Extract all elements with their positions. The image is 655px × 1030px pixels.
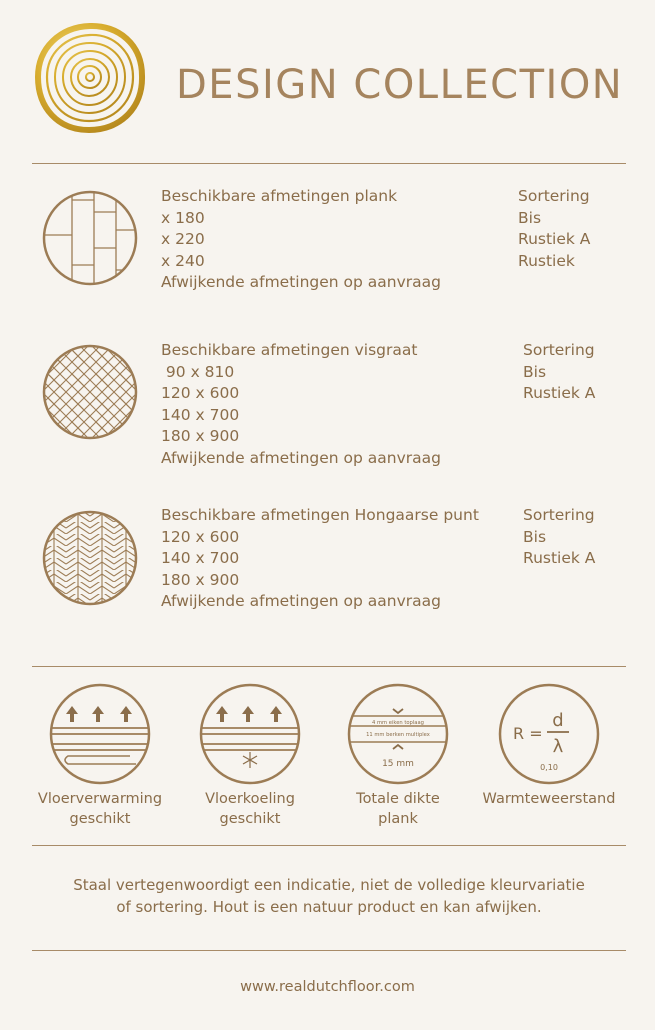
- feature-label: Vloerkoeling: [205, 791, 295, 807]
- disclaimer-line: of sortering. Hout is een natuur product en kan afwijken.: [116, 898, 542, 916]
- herringbone-pattern-icon: [42, 344, 138, 440]
- dimension-item: x 220: [161, 230, 205, 248]
- sorting-item: Bis: [523, 527, 547, 546]
- sorting-item: Rustiek A: [523, 384, 596, 402]
- chevron-dimensions: [161, 505, 479, 613]
- dimension-item: 90 x 810: [161, 362, 235, 381]
- disclaimer-note: [32, 874, 626, 918]
- sorting-heading: Sortering: [523, 341, 595, 359]
- floor-heating-icon: [48, 682, 152, 786]
- dimension-item: 120 x 600: [161, 384, 240, 402]
- herringbone-sorting: [523, 340, 595, 405]
- divider: [32, 845, 626, 846]
- disclaimer-line: Staal vertegenwoordigt een indicatie, niet de volledige kleurvariatie: [73, 876, 585, 894]
- section-heading: Beschikbare afmetingen plank: [161, 187, 398, 205]
- divider: [32, 950, 626, 951]
- divider: [32, 666, 626, 667]
- chevron-pattern-icon: [42, 510, 138, 606]
- section-heading: Beschikbare afmetingen visgraat: [161, 341, 418, 359]
- sorting-item: Bis: [523, 362, 547, 381]
- chevron-sorting: [523, 505, 595, 570]
- herringbone-dimensions: [161, 340, 441, 469]
- divider: [32, 163, 626, 164]
- sorting-item: Bis: [518, 208, 542, 227]
- plank-dimensions: [161, 186, 441, 294]
- website-url[interactable]: www.realdutchfloor.com: [240, 979, 415, 995]
- feature-label: Totale dikte: [356, 791, 440, 807]
- feature-label: Warmteweerstand: [482, 791, 616, 807]
- dimension-item: x 180: [161, 208, 205, 227]
- dimension-item: 140 x 700: [161, 405, 240, 424]
- total-thickness-text: 15 mm: [382, 759, 414, 769]
- feature-label: geschikt: [69, 811, 131, 827]
- dimension-item: 120 x 600: [161, 527, 240, 546]
- dimension-item: 180 x 900: [161, 570, 240, 589]
- formula-lambda: λ: [552, 736, 564, 757]
- page-title: DESIGN COLLECTION: [176, 62, 624, 108]
- sorting-heading: Sortering: [523, 506, 595, 524]
- thermal-resistance-icon: [497, 682, 601, 786]
- feature-label: plank: [378, 811, 418, 827]
- snowflake-icon: [243, 752, 257, 768]
- dimension-item: 140 x 700: [161, 549, 240, 567]
- section-heading: Beschikbare afmetingen Hongaarse punt: [161, 506, 479, 524]
- dimension-item: x 240: [161, 251, 205, 270]
- core-layer-text: 11 mm berken multiplex: [366, 732, 430, 738]
- thermal-resistance-label: [449, 789, 649, 809]
- floor-cooling-icon: [198, 682, 302, 786]
- dimension-item: 180 x 900: [161, 427, 240, 445]
- plank-sorting: [518, 186, 590, 272]
- feature-label: Vloerverwarming: [37, 791, 163, 807]
- feature-label: geschikt: [219, 811, 281, 827]
- sorting-item: Rustiek: [518, 251, 575, 270]
- sorting-item: Rustiek A: [518, 230, 591, 248]
- custom-sizes-note: Afwijkende afmetingen op aanvraag: [161, 273, 441, 291]
- plank-pattern-icon: [42, 190, 138, 286]
- custom-sizes-note: Afwijkende afmetingen op aanvraag: [161, 592, 441, 610]
- top-layer-text: 4 mm eiken toplaag: [372, 720, 424, 726]
- sorting-heading: Sortering: [518, 187, 590, 205]
- formula-r: R =: [513, 724, 543, 743]
- thickness-icon: [346, 682, 450, 786]
- tree-rings-logo: [34, 22, 146, 134]
- sorting-item: Rustiek A: [523, 549, 596, 567]
- resistance-value: 0,10: [540, 763, 558, 772]
- formula-d: d: [552, 710, 564, 731]
- custom-sizes-note: Afwijkende afmetingen op aanvraag: [161, 448, 441, 467]
